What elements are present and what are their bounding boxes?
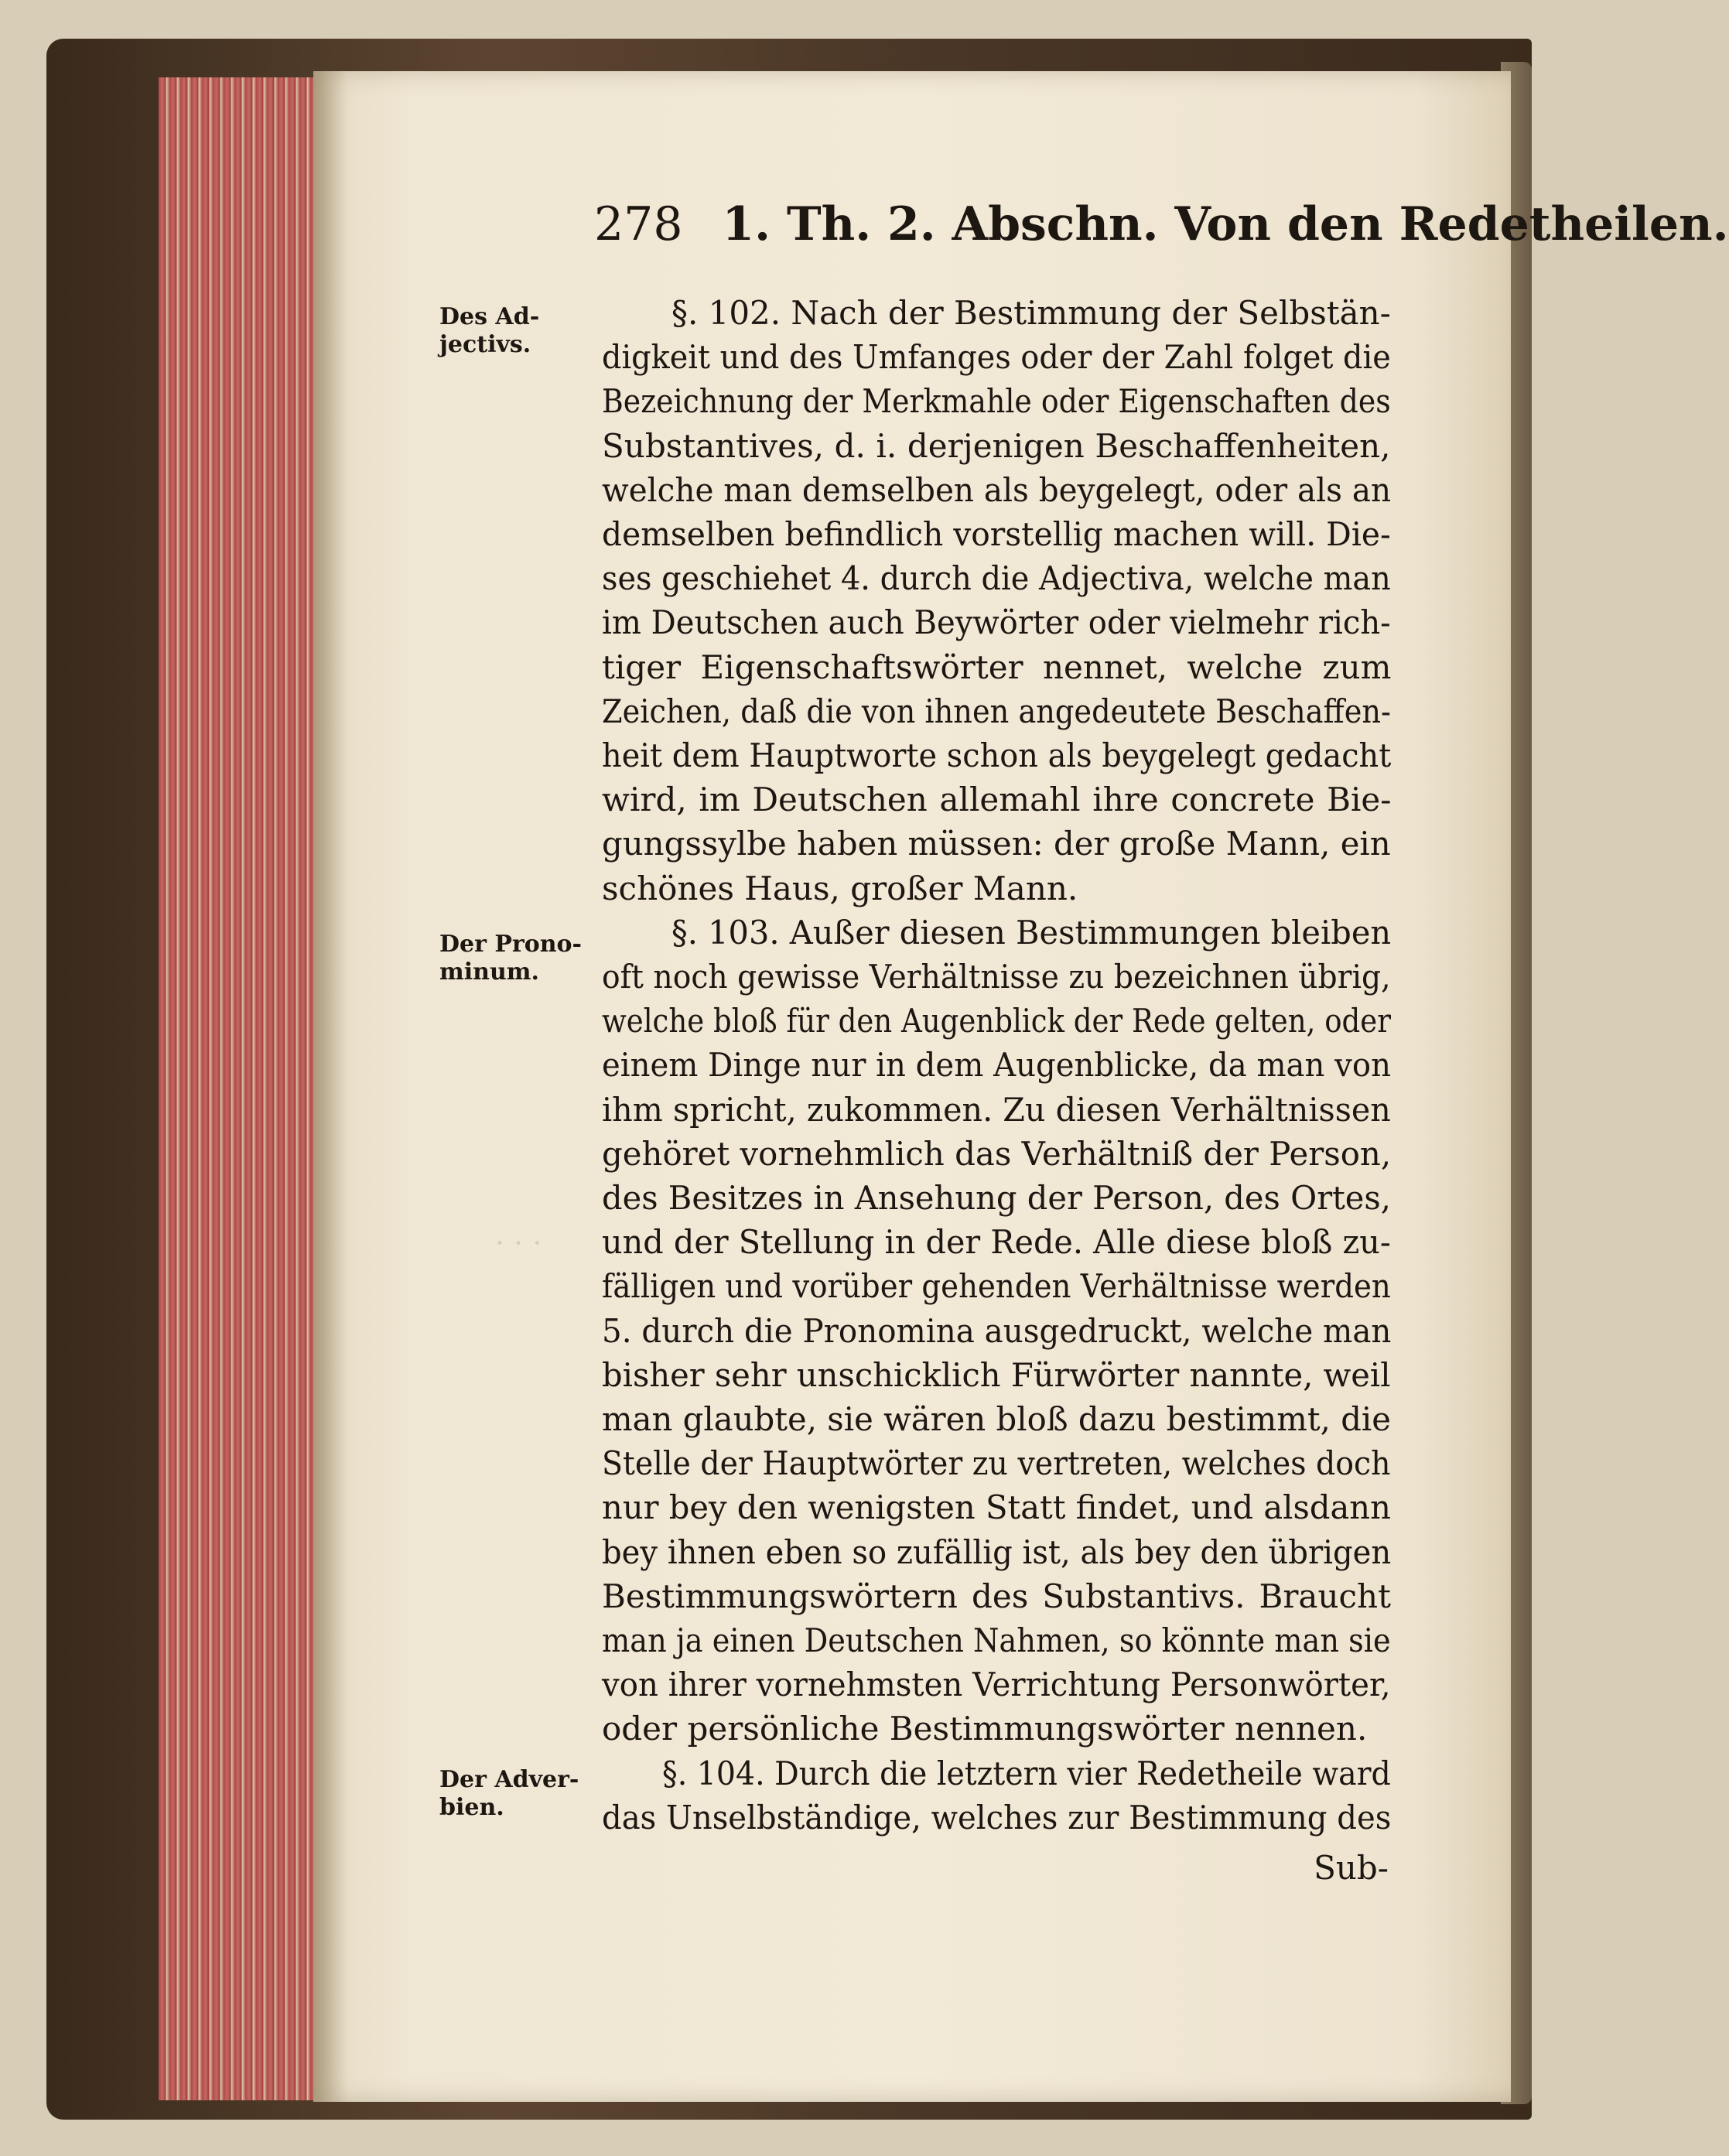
text-line: demselben befindlich vorstellig machen will. Die- bbox=[602, 515, 1391, 553]
margin-note-adverbien bbox=[439, 1766, 579, 1822]
text-line: einem Dinge nur in dem Augenblicke, da man von bbox=[602, 1046, 1391, 1085]
margin-note-line: bien. bbox=[439, 1794, 504, 1821]
text-line: man ja einen Deutschen Nahmen, so könnte man sie bbox=[602, 1621, 1391, 1659]
text-line: ihm spricht, zukommen. Zu diesen Verhältnissen bbox=[602, 1090, 1391, 1129]
margin-note-pronomen bbox=[439, 931, 582, 986]
text-line: bisher sehr unschicklich Fürwörter nannte, weil bbox=[602, 1355, 1391, 1394]
margin-note-line: Der Prono- bbox=[439, 931, 582, 958]
text-line: Stelle der Hauptwörter zu vertreten, welches doch bbox=[602, 1444, 1391, 1483]
running-title: 1. Th. 2. Abschn. Von den Redetheilen. bbox=[722, 197, 1729, 251]
text-line: ses geschiehet 4. durch die Adjectiva, welche man bbox=[602, 559, 1391, 598]
text-line: welche bloß für den Augenblick der Rede gelten, oder bbox=[602, 1002, 1391, 1040]
text-line: 5. durch die Pronomina ausgedruckt, welche man bbox=[602, 1311, 1392, 1350]
text-line: schönes Haus, großer Mann. bbox=[602, 869, 1078, 907]
text-line: welche man demselben als beygelegt, oder als an bbox=[602, 470, 1392, 509]
text-line: oder persönliche Bestimmungswörter nennen. bbox=[602, 1710, 1368, 1748]
text-line: und der Stellung in der Rede. Alle diese bloß zu- bbox=[602, 1223, 1391, 1262]
text-line: Substantives, d. i. derjenigen Beschaffenheiten, bbox=[602, 426, 1391, 465]
text-line: nur bey den wenigsten Statt findet, und alsdann bbox=[602, 1488, 1391, 1527]
running-header bbox=[594, 197, 1729, 267]
text-line: das Unselbständige, welches zur Bestimmung des bbox=[602, 1798, 1392, 1837]
margin-note-line: Der Adver- bbox=[439, 1766, 579, 1793]
text-line: man glaubte, sie wären bloß dazu bestimmt, die bbox=[602, 1400, 1391, 1438]
text-line: bey ihnen eben so zufällig ist, als bey den übrigen bbox=[602, 1532, 1392, 1571]
text-line: fälligen und vorüber gehenden Verhältnisse werden bbox=[602, 1267, 1391, 1306]
text-line: gehöret vornehmlich das Verhältniß der Person, bbox=[602, 1134, 1392, 1173]
text-line: §. 104. Durch die letztern vier Redetheile ward bbox=[662, 1754, 1391, 1792]
text-line: Bestimmungswörtern des Substantivs. Braucht bbox=[602, 1577, 1391, 1615]
page-number: 278 bbox=[594, 197, 683, 251]
margin-note-adjectiv bbox=[439, 303, 539, 359]
text-line: wird, im Deutschen allemahl ihre concrete Bie- bbox=[602, 781, 1392, 819]
text-line: §. 102. Nach der Bestimmung der Selbstän- bbox=[671, 294, 1391, 332]
text-line: oft noch gewisse Verhältnisse zu bezeichnen übrig, bbox=[602, 958, 1391, 996]
text-line: tiger Eigenschaftswörter nennet, welche zum bbox=[602, 647, 1392, 686]
bleed-through-mark: · · · bbox=[495, 1226, 542, 1260]
text-line: gungssylbe haben müssen: der große Mann, ein bbox=[602, 825, 1391, 863]
text-line: §. 103. Außer diesen Bestimmungen bleiben bbox=[671, 913, 1392, 952]
margin-note-line: Des Ad- bbox=[439, 303, 540, 330]
text-line: Zeichen, daß die von ihnen angedeutete Beschaffen- bbox=[602, 692, 1391, 730]
text-line: des Besitzes in Ansehung der Person, des Ortes, bbox=[602, 1179, 1391, 1217]
margin-note-line: jectivs. bbox=[439, 331, 531, 358]
text-line: von ihrer vornehmsten Verrichtung Personwörter, bbox=[602, 1666, 1391, 1704]
text-line: Bezeichnung der Merkmahle oder Eigenschaften des bbox=[602, 382, 1391, 421]
margin-note-line: minum. bbox=[439, 958, 539, 986]
catchword: Sub- bbox=[1314, 1849, 1389, 1887]
page-fold-shadow bbox=[313, 71, 348, 2102]
text-line: digkeit und des Umfanges oder der Zahl folget die bbox=[602, 338, 1391, 377]
text-line: im Deutschen auch Beywörter oder vielmehr rich- bbox=[602, 603, 1391, 642]
text-line: heit dem Hauptworte schon als beygelegt gedacht bbox=[602, 736, 1392, 774]
